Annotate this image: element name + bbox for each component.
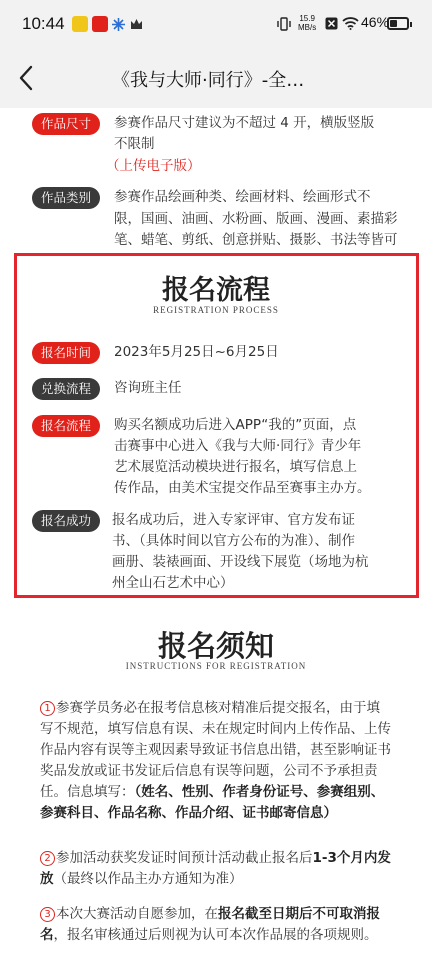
nav-bar xyxy=(0,48,432,108)
notice-paragraph-2: 2 参加活动获奖发证时间预计活动截止报名后1-3个月内发放（最终以作品主办方通知为准） xyxy=(40,850,391,887)
reg-flow-line-2: 击赛事中心进入《我与大师·同行》青少年 xyxy=(114,438,362,454)
battery-percent: 46% xyxy=(361,14,390,30)
crown-icon xyxy=(130,18,143,31)
reg-time-value: 2023年5月25日~6月25日 xyxy=(114,344,279,360)
registration-title: 报名流程 xyxy=(162,275,270,306)
label-size: 作品尺寸 xyxy=(32,113,100,135)
reg-success-line-2: 书、（具体时间以官方公布的为准）、制作 xyxy=(112,533,355,549)
category-line-2: 限，国画、油画、水粉画、版画、漫画、素描彩 xyxy=(114,211,398,227)
reg-success-line-1: 报名成功后，进入专家评审、官方发布证 xyxy=(112,512,355,528)
clock: 10:44 xyxy=(22,14,65,33)
status-bar xyxy=(0,0,432,48)
number-badge-1: 1 xyxy=(40,701,55,716)
battery-level xyxy=(390,20,397,27)
battery-icon xyxy=(387,17,409,30)
exchange-value: 咨询班主任 xyxy=(114,380,182,396)
reg-flow-line-3: 艺术展览活动模块进行报名，填写信息上 xyxy=(114,459,357,475)
reg-flow-line-1: 购买名额成功后进入APP“我的”页面，点 xyxy=(114,417,357,433)
notice-paragraph-1: 1 参赛学员务必在报考信息核对精准后提交报名，由于填写不规范，填写信息有误、未在规定时间内上传作品、上传作品内容有误等主观因素导致证书信息出错，甚至影响证书奖品发放或证书发证后信息有误等问题，公司不予承担责任。信息填写：（姓名、性别、作者身份证号、参赛组别、参赛科目、作品名称、作品介绍、证书邮寄信息） xyxy=(40,700,391,821)
size-line-1: 参赛作品尺寸建议为不超过 4 开，横版竖版 xyxy=(114,115,375,131)
sim-off-icon xyxy=(325,17,338,30)
notice-title: 报名须知 xyxy=(157,629,274,663)
notice-paragraph-3: 3 本次大赛活动自愿参加，在报名截至日期后不可取消报名，报名审核通过后则视为认可本次作品展的各项规则。 xyxy=(40,906,380,943)
notice-subtitle: INSTRUCTIONS FOR REGISTRATION xyxy=(125,661,307,671)
notification-app-icon-2 xyxy=(92,16,108,32)
notification-app-icon xyxy=(72,16,88,32)
label-exchange: 兑换流程 xyxy=(32,378,100,400)
number-badge-3: 3 xyxy=(40,907,55,922)
size-note: （上传电子版） xyxy=(106,158,201,174)
category-line-3: 笔、蜡笔、剪纸、创意拼贴、摄影、书法等皆可 xyxy=(114,232,398,248)
page-title: 《我与大师·同行》-全… xyxy=(112,70,305,91)
label-reg-time: 报名时间 xyxy=(32,342,100,364)
reg-success-line-4: 州全山石艺术中心） xyxy=(112,575,234,591)
category-line-1: 参赛作品绘画种类、绘画材料、绘画形式不 xyxy=(114,189,371,205)
registration-subtitle: REGISTRATION PROCESS xyxy=(153,305,279,315)
size-line-2: 不限制 xyxy=(114,136,155,152)
reg-success-line-3: 画册、装裱画面、开设线下展览（场地为杭 xyxy=(112,554,369,570)
label-reg-flow: 报名流程 xyxy=(32,415,100,437)
net-speed: 15.9 MB/s xyxy=(298,14,317,32)
reg-flow-line-4: 传作品，由美术宝提交作品至赛事主办方。 xyxy=(114,480,371,496)
snowflake-icon xyxy=(112,18,125,31)
wifi-icon xyxy=(342,16,359,30)
label-reg-success: 报名成功 xyxy=(32,510,100,532)
back-arrow-icon[interactable] xyxy=(14,64,40,92)
label-category: 作品类别 xyxy=(32,187,100,209)
vibrate-icon xyxy=(276,17,292,31)
number-badge-2: 2 xyxy=(40,851,55,866)
